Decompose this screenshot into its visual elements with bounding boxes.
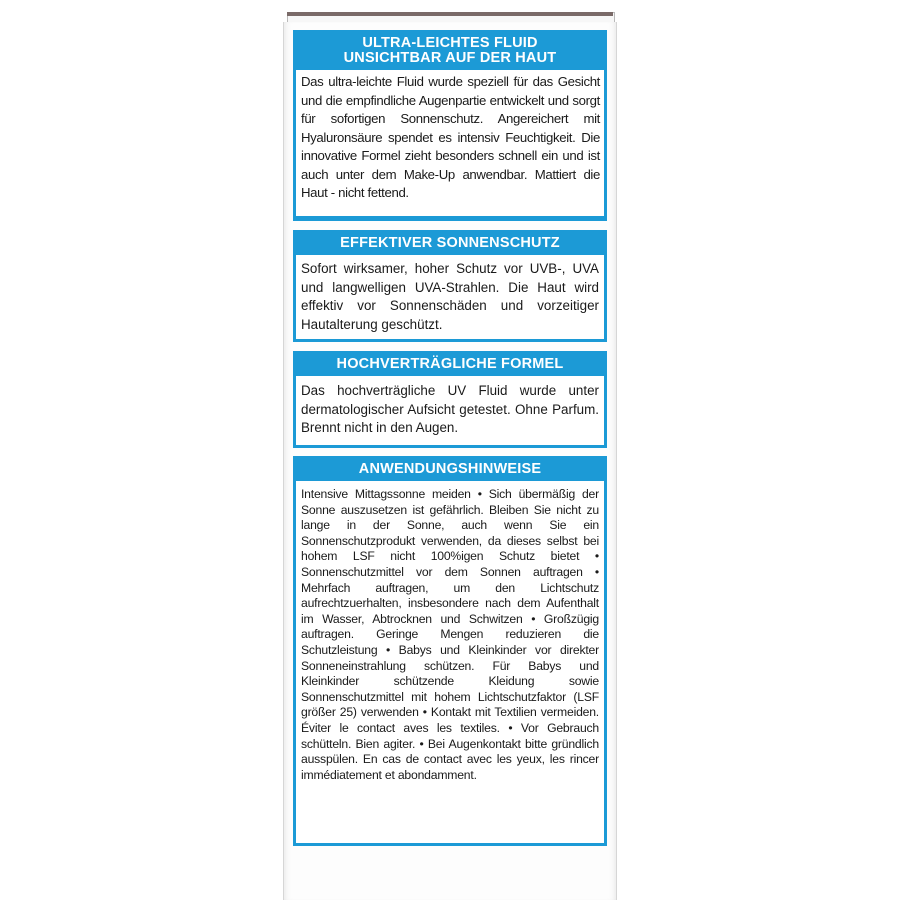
section-title: EFFEKTIVER SONNENSCHUTZ [340, 235, 560, 251]
section-title-line: UNSICHTBAR AUF DER HAUT [343, 50, 557, 66]
section-body: Das ultra-leichte Fluid wurde speziell für das Gesicht und die empfindliche Augenpartie entwickelt und sorgt für sofortigen Sonnenschutz. Angereichert mit Hyaluronsäure spendet es intensiv Feuchtigkeit. Die innovative Formel zieht besonders schnell ein und ist auch unter dem Make-Up anwendbar. Mattiert die Haut - nicht fettend. [296, 70, 604, 216]
section-effective-sun-protection [293, 230, 607, 342]
section-tolerable-formula [293, 351, 607, 448]
section-title [296, 33, 604, 70]
section-usage-instructions [293, 456, 607, 846]
section-body: Sofort wirksamer, hoher Schutz vor UVB-, UVA und langwelligen UVA-Strahlen. Die Haut wird effektiv vor Sonnenschäden und vorzeitiger Hautalterung geschützt. [296, 255, 604, 339]
section-title: ANWENDUNGSHINWEISE [358, 461, 542, 477]
section-title-line: ULTRA-LEICHTES FLUID [362, 35, 538, 51]
section-body: Das hochverträgliche UV Fluid wurde unter dermatologischer Aufsicht getestet. Ohne Parfum. Brennt nicht in den Augen. [296, 376, 604, 445]
section-body: Intensive Mittagssonne meiden • Sich übermäßig der Sonne auszusetzen ist gefährlich. Bleiben Sie nicht zu lange in der Sonne, auch wenn Sie ein Sonnenschutzprodukt verwenden, da dieses selbst bei hohem LSF nicht 100%igen Schutz bietet • Sonnenschutzmittel vor dem Sonnen auftragen • Mehrfach auftragen, um den Lichtschutz aufrechtzuerhalten, insbesondere nach dem Aufenthalt im Wasser, Abtrocknen und Schwitzen • Großzügig auftragen. Geringe Mengen reduzieren die Schutzleistung • Babys und Kleinkinder vor direkter Sonneneinstrahlung schützen. Für Babys und Kleinkinder schützende Kleidung sowie Sonnenschutzmittel mit hohem Lichtschutzfaktor (LSF größer 25) verwenden • Kontakt mit Textilien vermeiden. Éviter le contact aves les textiles. • Vor Gebrauch schütteln. Bien agiter. • Bei Augenkontakt bitte gründlich ausspülen. En cas de contact avec les yeux, les rincer immédiatement et abondamment. [296, 481, 604, 843]
box-top-flap [287, 12, 613, 16]
section-title: HOCHVERTRÄGLICHE FORMEL [336, 356, 564, 372]
section-ultra-light-fluid [293, 30, 607, 221]
